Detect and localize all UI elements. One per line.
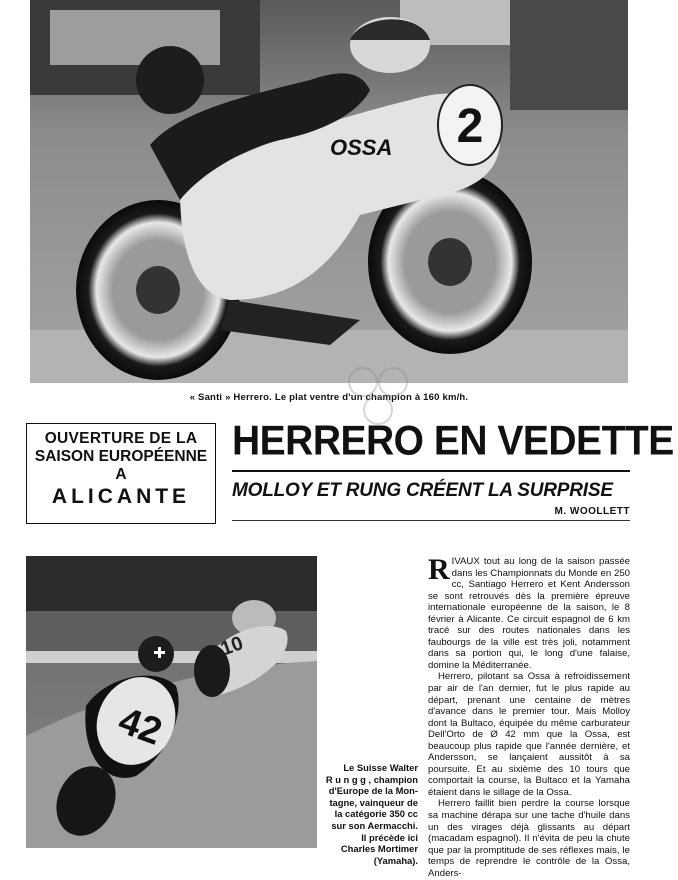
byline: M. WOOLLETT [554,506,630,517]
photo-caption-line: d'Europe de la Mon- [328,785,418,797]
bottom-photo-caption [323,762,418,866]
race-number-text: 2 [456,100,484,153]
article-paragraph [428,553,630,671]
photo-caption-line: sur son Aermacchi. [331,819,418,831]
kicker-line-4: ALICANTE [51,485,191,508]
front-bike-number: 42 [113,699,168,754]
article-body [428,553,630,879]
headline-rule [232,470,630,472]
photo-caption-line: (Yamaha). [373,854,418,866]
photo-caption-line: Il précède ici [361,831,418,843]
ossa-logo-text: OSSA [330,135,393,160]
photo-caption-line: tagne, vainqueur de [329,796,418,808]
section-kicker-box [26,423,216,524]
top-photo [30,0,628,383]
photo-caption-line: Le Suisse Walter [343,762,418,773]
photo-caption-line: R u n g g , champion [325,773,418,785]
photo-caption-line: la catégorie 350 cc [334,808,418,820]
top-photo-caption: « Santi » Herrero. Le plat ventre d'un champion à 160 km/h. [189,392,469,403]
drop-cap: R [428,553,450,586]
bottom-photo [26,556,317,848]
byline-rule [232,520,630,521]
kicker-line-3: A [115,466,127,483]
article-paragraph: Herrero faillit bien perdre la course lorsque sa machine dérapa sur une tache d'huile dans un des virages déjà glissants au départ (macadam espagnol). Il n'évita de peu la chute que par la promptitude de ses réflexes mais, le temps de reprendre le contrôle de la Ossa, Anders- [428,798,630,879]
rear-bike-number: 10 [217,632,247,661]
photo-caption-line: Charles Mortimer [340,843,418,855]
subheadline: MOLLOY ET RUNG CRÉENT LA SURPRISE [232,480,613,501]
article-paragraph-text: IVAUX tout au long de la saison passée dans les Championnats du Monde en 250 cc, Santiago Herrero et Kent Andersson se sont retrouvés dès la première épreuve internationale européenne de la saison, le 8 février à Alicante. Ce circuit espagnol de 6 km tracé sur des routes nationales dans les faubourgs de la ville est très joli, notamment dans sa portion qui, le long d'une falaise, domine la Méditerranée. [428,556,630,671]
kicker-line-2: SAISON EUROPÉENNE [34,448,208,465]
article-paragraph: Herrero, pilotant sa Ossa à refroidissement par air de l'an dernier, fut le plus rapide au départ, prenant une centaine de mètres d'avance dans le premier tour. Mais Molloy dont la Bultaco, équipée du même carburateur Dell'Orto de Ø 42 mm que la Ossa, est beaucoup plus rapide que l'année dernière, et Andersson, se lançaient aussitôt à sa poursuite. Et au sixième des 10 tours que comportait la course, la Bultaco et la Yamaha étaient dans le sillage de la Ossa. [428,671,630,798]
headline: HERRERO EN VEDETTE [232,418,674,465]
kicker-line-1: OUVERTURE DE LA [44,430,198,447]
